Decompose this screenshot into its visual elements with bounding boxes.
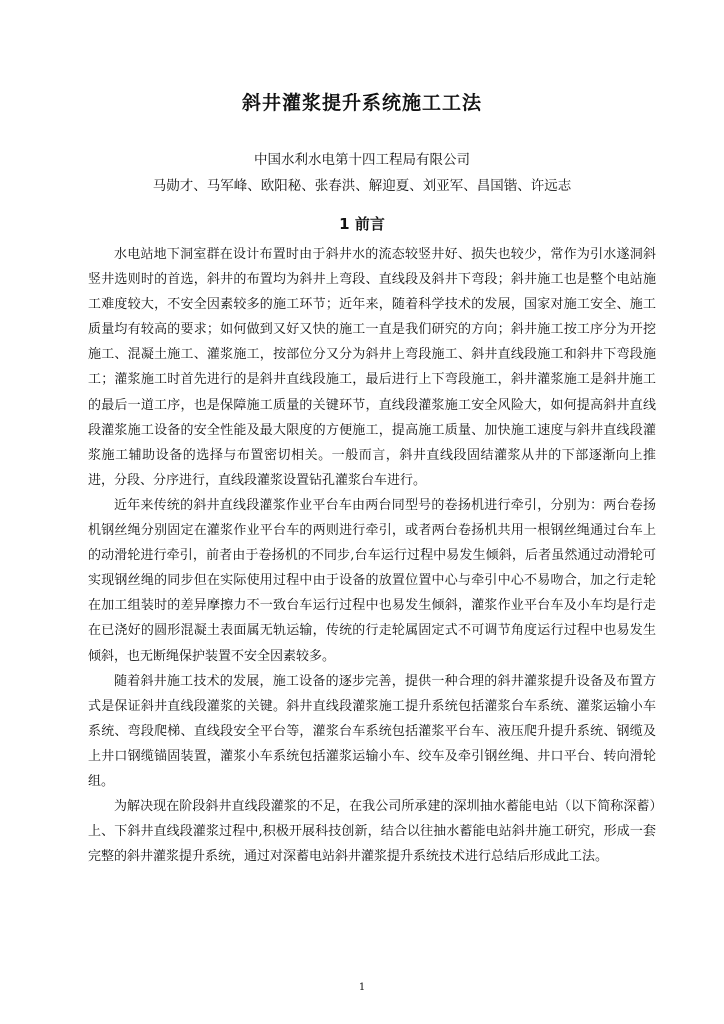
section-heading: 1 前言 [339,215,385,233]
organization: 中国水利水电第十四工程局有限公司 [254,152,470,168]
body-text [88,242,656,869]
paragraph: 水电站地下洞室群在设计布置时由于斜井水的流态较竖井好、损失也较少，常作为引水遂洞斜竖井选则时的首选，斜井的布置均为斜井上弯段、直线段及斜井下弯段；斜井施工也是整个电站施工难度较大，不安全因素较多的施工环节；近年来，随着科学技术的发展，国家对施工安全、施工质量均有较高的要求；如何做到又好又快的施工一直是我们研究的方向；斜井施工按工序分为开挖施工、混凝土施工、灌浆施工，按部位分又分为斜井上弯段施工、斜井直线段施工和斜井下弯段施工；灌浆施工时首先进行的是斜井直线段施工，最后进行上下弯段施工，斜井灌浆施工是斜井施工的最后一道工序，也是保障施工质量的关键环节，直线段灌浆施工安全风险大，如何提高斜井直线段灌浆施工设备的安全性能及最大限度的方便施工，提高施工质量、加快施工速度与斜井直线段灌浆施工辅助设备的选择与布置密切相关。一般而言，斜井直线段固结灌浆从井的下部逐渐向上推进，分段、分序进行，直线段灌浆设置钻孔灌浆台车进行。 [88,247,656,488]
page-number: 1 [358,982,366,993]
paragraph: 随着斜井施工技术的发展，施工设备的逐步完善，提供一种合理的斜井灌浆提升设备及布置方式是保证斜井直线段灌浆的关键。斜井直线段灌浆施工提升系统包括灌浆台车系统、灌浆运输小车系统、弯段爬梯、直线段安全平台等，灌浆台车系统包括灌浆平台车、液压爬升提升系统、钢缆及上井口钢缆锚固装置，灌浆小车系统包括灌浆运输小车、绞车及牵引钢丝绳、井口平台、转向滑轮组。 [88,673,656,789]
author-list: 马勋才、马军峰、欧阳秘、张春洪、解迎夏、刘亚军、昌国锴、许远志 [152,178,572,194]
paragraph: 近年来传统的斜井直线段灌浆作业平台车由两台同型号的卷扬机进行牵引，分别为：两台卷扬机钢丝绳分别固定在灌浆作业平台车的两则进行牵引，或者两台卷扬机共用一根钢丝绳通过台车上的动滑轮进行牵引，前者由于卷扬机的不同步,台车运行过程中易发生倾斜，后者虽然通过动滑轮可实现钢丝绳的同步但在实际使用过程中由于设备的放置位置中心与牵引中心不易吻合，加之行走轮在加工组装时的差异摩擦力不一致台车运行过程中也易发生倾斜，灌浆作业平台车及小车均是行走在已浇好的圆形混凝土表面属无轨运输，传统的行走轮属固定式不可调节角度运行过程中也易发生倾斜，也无断绳保护装置不安全因素较多。 [88,497,656,664]
paragraph: 为解决现在阶段斜井直线段灌浆的不足，在我公司所承建的深圳抽水蓄能电站（以下简称深蓄）上、下斜井直线段灌浆过程中,积极开展科技创新，结合以往抽水蓄能电站斜井施工研究，形成一套完整的斜井灌浆提升系统，通过对深蓄电站斜井灌浆提升系统技术进行总结后形成此工法。 [88,799,656,865]
document-title: 斜井灌浆提升系统施工工法 [241,92,482,114]
